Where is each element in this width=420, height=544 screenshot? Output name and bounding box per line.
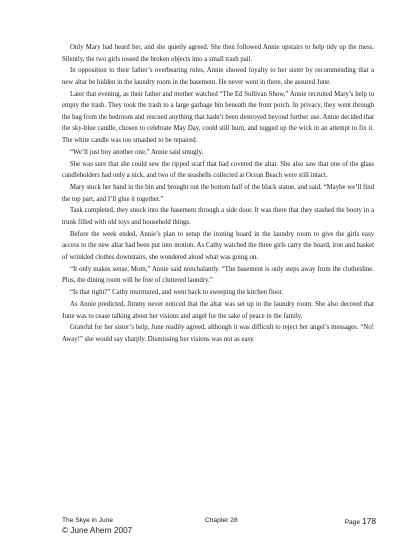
- paragraph-7: Task completed, they snuck into the basement through a side door. It was there that they stashed the booty in a trunk filled with old toys and household things.: [62, 207, 374, 226]
- paragraph-4: “We’ll just buy another one,” Annie said smugly.: [70, 148, 204, 156]
- paragraph-8: Before the week ended, Annie’s plan to setup the ironing board in the laundry room to give the girls easy access to the new altar had been put into motion. As Cathy watched the three girls carry the board, iron and basket of wrinkled clothes downstairs, she wondered aloud what was going on.: [62, 230, 374, 261]
- paragraph-6: Mary stuck her hand in the bin and brought out the bottom half of the black statue, and said, “Maybe we’ll find the top part, and I’ll glue it together.”: [62, 184, 374, 203]
- footer-page-number: 178: [362, 516, 376, 526]
- paragraph-10: “Is that right?” Cathy murmured, and went back to sweeping the kitchen floor.: [70, 289, 284, 297]
- paragraph-3: Later that evening, as their father and mother watched “The Ed Sullivan Show,” Annie recruited Mary’s help to empty the trash. They took the trash to a large garbage bin beneath the front porch. In privacy, they went through the bag from the bedroom and rescued anything that hadn’t been destroyed beyond further use. Annie decided that the sky-blue candle, chosen to celebrate May Day, could still burn, and tugged up the wick in an attempt to fix it. The white candle was too smashed to be repaired.: [62, 90, 374, 144]
- footer-page-number-group: [345, 516, 376, 526]
- paragraph-11: As Annie predicted, Jimmy never noticed that the altar was set up in the laundry room. She also decreed that June was to cease talking about her visions and angel for the sake of peace in the family.: [62, 301, 374, 320]
- paragraph-12: Grateful for her sister’s help, June readily agreed, although it was difficult to reject her angel’s messages. “No! Away!” she would say sharply. Dismissing her visions was not as easy.: [62, 324, 374, 343]
- footer-page-label: Page: [344, 519, 361, 526]
- page-footer: [62, 516, 376, 535]
- chapter-body: [62, 42, 374, 345]
- footer-book-title: The Skye in June: [62, 517, 113, 524]
- footer-chapter: Chapter 28: [205, 517, 238, 524]
- footer-copyright: © June Ahern 2007: [62, 526, 133, 535]
- paragraph-1: Only Mary had heard her, and she quietly agreed. She then followed Annie upstairs to help tidy up the mess. Silently, the two girls tossed the broken objects into a small trash pail.: [62, 44, 374, 63]
- paragraph-9: “It only makes sense, Mom,” Annie said nonchalantly. “The basement is only steps away from the clothesline. Plus, the dining room will be free of cluttered laundry.”: [62, 265, 374, 285]
- paragraph-5: She was sure that she could sew the ripped scarf that had covered the altar. She also saw that one of the glass candleholders had only a nick, and two of the seashells collected at Ocean Beach were still intact.: [62, 160, 374, 180]
- paragraph-2: In opposition to their father’s overbearing rules, Annie showed loyalty to her sister by recommending that a new altar be hidden in the laundry room in the basement. He never went in there, she assured June.: [62, 67, 374, 86]
